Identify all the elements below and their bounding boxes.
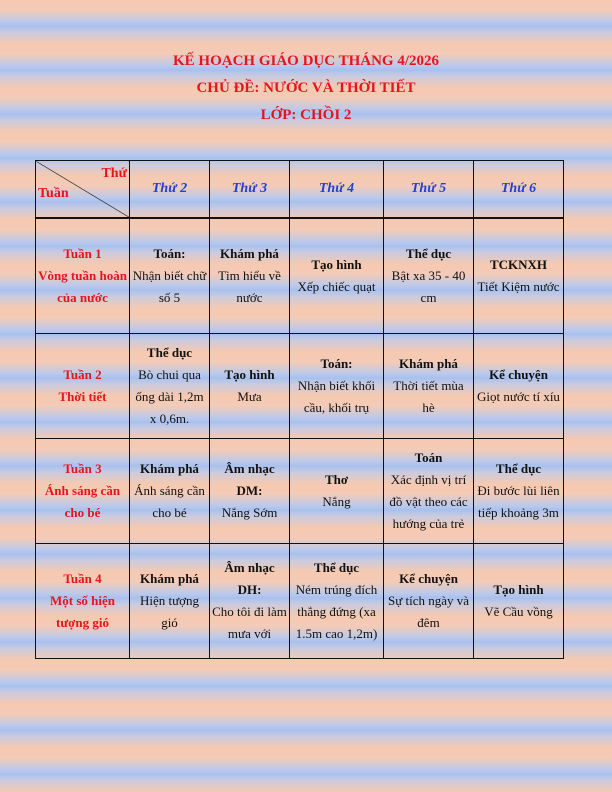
activity-cell	[130, 544, 210, 659]
activity-cell	[290, 439, 384, 544]
activity-cell	[210, 218, 290, 334]
subject-label: Tạo hình	[493, 582, 544, 597]
activity-text: Nhận biết khối cầu, khối trụ	[297, 378, 376, 415]
subject-label: Khám phá	[399, 356, 458, 371]
subject-label: Thơ	[324, 472, 349, 487]
activity-text: Ném trúng đích thẳng đứng (xa 1.5m cao 1,2m)	[295, 582, 378, 641]
subject-label: Kể chuyện	[489, 367, 548, 382]
subject-label: Toán	[414, 450, 443, 465]
subject-label: Thể dục	[313, 560, 360, 575]
activity-cell	[130, 334, 210, 439]
activity-cell	[384, 544, 474, 659]
activity-text: Xác định vị trí đồ vật theo các hướng của trẻ	[389, 472, 468, 531]
activity-cell	[384, 439, 474, 544]
subject-label: Âm nhạc DM:	[224, 461, 275, 498]
week-label: Tuần 4	[63, 571, 102, 586]
activity-text: Bò chui qua ống dài 1,2m x 0,6m.	[135, 367, 204, 426]
activity-cell	[290, 218, 384, 334]
week-label: Tuần 3	[63, 461, 102, 476]
week-label: Tuần 2	[63, 367, 102, 382]
subject-label: Tạo hình	[224, 367, 275, 382]
table-row	[36, 218, 564, 334]
activity-text: Nhận biết chữ số 5	[132, 268, 207, 305]
subject-label: Thể dục	[495, 461, 542, 476]
class-title: LỚP: CHỒI 2	[260, 107, 352, 123]
activity-cell	[210, 439, 290, 544]
activity-text: Giọt nước tí xíu	[477, 389, 560, 404]
corner-tuan-label: Tuần	[38, 186, 69, 201]
activity-text: Nắng	[322, 494, 351, 509]
table-row	[36, 334, 564, 439]
document-titles	[0, 48, 612, 129]
activity-cell	[210, 334, 290, 439]
week-cell	[36, 334, 130, 439]
corner-header	[36, 161, 130, 219]
activity-cell	[384, 334, 474, 439]
table-row	[36, 544, 564, 659]
activity-cell	[474, 439, 564, 544]
week-theme: Vòng tuần hoàn của nước	[38, 268, 127, 305]
subject-label: TCKNXH	[489, 257, 548, 272]
activity-cell	[210, 544, 290, 659]
activity-text: Nắng Sớm	[221, 505, 278, 520]
activity-cell	[384, 218, 474, 334]
subject-label: Toán:	[320, 356, 353, 371]
subject-label: Thể dục	[146, 345, 193, 360]
activity-text: Đi bước lùi liên tiếp khoảng 3m	[477, 483, 560, 520]
activity-cell	[130, 439, 210, 544]
week-theme: Thời tiết	[58, 389, 107, 404]
activity-cell	[130, 218, 210, 334]
activity-text: Bật xa 35 - 40 cm	[391, 268, 466, 305]
activity-cell	[474, 334, 564, 439]
subject-label: Khám phá	[140, 461, 199, 476]
activity-text: Xếp chiếc quạt	[297, 279, 376, 294]
week-label: Tuần 1	[63, 246, 102, 261]
activity-text: Cho tôi đi làm mưa với	[212, 604, 287, 641]
day-header: Thứ 3	[210, 161, 290, 219]
corner-thu-label: Thứ	[101, 166, 127, 181]
activity-text: Hiện tượng gió	[139, 593, 200, 630]
subject-label: Thể dục	[405, 246, 452, 261]
table-row	[36, 439, 564, 544]
week-cell	[36, 218, 130, 334]
activity-cell	[474, 544, 564, 659]
day-header: Thứ 5	[384, 161, 474, 219]
schedule-table	[35, 160, 564, 659]
activity-text: Tìm hiểu về nước	[218, 268, 281, 305]
day-header: Thứ 4	[290, 161, 384, 219]
activity-text: Sự tích ngày và đêm	[387, 593, 470, 630]
subject-label: Khám phá	[220, 246, 279, 261]
week-theme: Một số hiện tượng gió	[50, 593, 115, 630]
week-theme: Ánh sáng cần cho bé	[44, 483, 121, 520]
plan-title: KẾ HOẠCH GIÁO DỤC THÁNG 4/2026	[173, 53, 439, 69]
theme-title: CHỦ ĐỀ: NƯỚC VÀ THỜI TIẾT	[196, 80, 416, 96]
activity-text: Thời tiết mùa hè	[393, 378, 464, 415]
activity-text: Tiết Kiệm nước	[477, 279, 560, 294]
subject-label: Tạo hình	[311, 257, 362, 272]
week-cell	[36, 439, 130, 544]
subject-label: Kể chuyện	[399, 571, 458, 586]
activity-cell	[474, 218, 564, 334]
activity-text: Vẽ Cầu vồng	[484, 604, 553, 619]
day-header: Thứ 6	[474, 161, 564, 219]
activity-text: Mưa	[237, 389, 262, 404]
subject-label: Khám phá	[140, 571, 199, 586]
subject-label: Toán:	[153, 246, 186, 261]
activity-cell	[290, 544, 384, 659]
week-cell	[36, 544, 130, 659]
day-header: Thứ 2	[130, 161, 210, 219]
activity-text: Ánh sáng cần cho bé	[134, 483, 205, 520]
header-row	[36, 161, 564, 219]
subject-label: Âm nhạc DH:	[224, 560, 275, 597]
activity-cell	[290, 334, 384, 439]
